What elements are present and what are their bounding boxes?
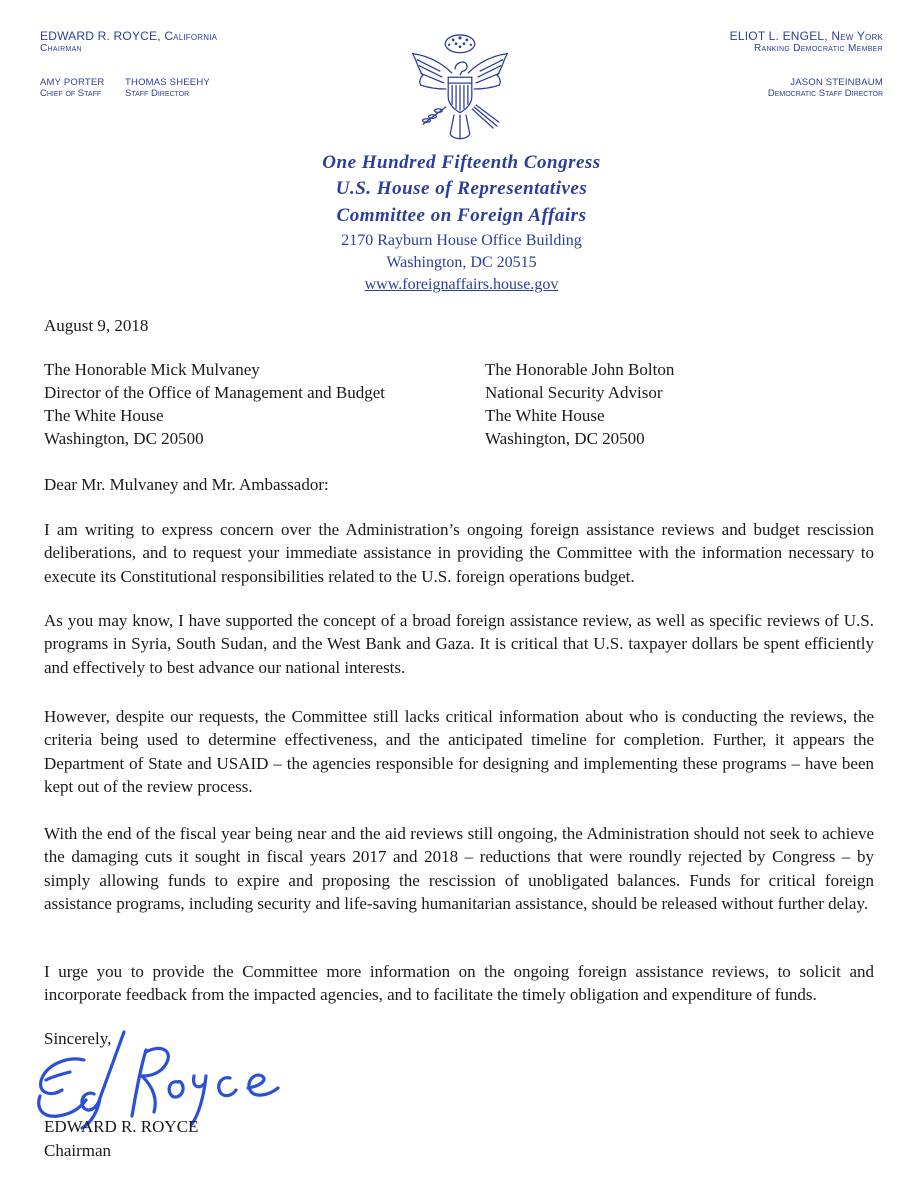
recipient-name: The Honorable Mick Mulvaney bbox=[44, 360, 260, 379]
recipient-mulvaney bbox=[44, 358, 385, 450]
house-line: U.S. House of Representatives bbox=[335, 178, 588, 199]
recipient-title: National Security Advisor bbox=[485, 383, 663, 402]
staff-chief-of-staff bbox=[40, 77, 104, 99]
staff-role: Staff Director bbox=[125, 88, 190, 99]
website-link[interactable]: www.foreignaffairs.house.gov bbox=[364, 276, 559, 293]
recipient-bolton bbox=[485, 358, 674, 450]
recipient-city: Washington, DC 20500 bbox=[485, 429, 645, 448]
chairman-role: Chairman bbox=[40, 43, 82, 54]
staff-director bbox=[125, 77, 210, 99]
eagle-seal-icon bbox=[401, 32, 519, 150]
recipient-title: Director of the Office of Management and Budget bbox=[44, 383, 385, 402]
body-paragraph: As you may know, I have supported the concept of a broad foreign assistance review, as well as specific reviews of U.S. programs in Syria, South Sudan, and the West Bank and Gaza. It is critical that U.S. taxpayer dollars be spent efficiently and effectively to best advance our national interests. bbox=[44, 611, 874, 677]
address-city: Washington, DC 20515 bbox=[386, 254, 537, 271]
staff-role: Democratic Staff Director bbox=[767, 88, 883, 99]
letter-date: August 9, 2018 bbox=[44, 316, 149, 335]
chairman-block bbox=[40, 29, 217, 54]
recipient-org: The White House bbox=[485, 406, 605, 425]
congress-line: One Hundred Fifteenth Congress bbox=[322, 152, 601, 173]
recipient-org: The White House bbox=[44, 406, 164, 425]
salutation: Dear Mr. Mulvaney and Mr. Ambassador: bbox=[44, 475, 329, 494]
body-paragraph: With the end of the fiscal year being near and the aid reviews still ongoing, the Administration should not seek to achieve the damaging cuts it sought in fiscal years 2017 and 2018 – reductions that were roundly rejected by Congress – by simply allowing funds to expire and proposing the rescission of unobligated balances. Funds for critical foreign assistance programs, including security and life-saving humanitarian assistance, should be released without further delay. bbox=[44, 824, 874, 913]
address-building: 2170 Rayburn House Office Building bbox=[341, 232, 582, 249]
signer-title: Chairman bbox=[44, 1141, 112, 1160]
staff-name: THOMAS SHEEHY bbox=[125, 77, 210, 88]
chairman-name: EDWARD R. ROYCE, California bbox=[40, 29, 218, 43]
staff-name: JASON STEINBAUM bbox=[790, 77, 883, 88]
recipient-name: The Honorable John Bolton bbox=[485, 360, 675, 379]
staff-role: Chief of Staff bbox=[40, 88, 102, 99]
body-paragraph: I urge you to provide the Committee more information on the ongoing foreign assistance reviews, to solicit and incorporate feedback from the impacted agencies, and to facilitate the timely obligation and expenditure of funds. bbox=[44, 962, 874, 1005]
staff-name: AMY PORTER bbox=[40, 77, 105, 88]
staff-democratic-director bbox=[768, 77, 883, 99]
body-paragraph: However, despite our requests, the Committee still lacks critical information about who is conducting the reviews, the criteria being used to determine effectiveness, and the anticipated timeline for completion. Further, it appears the Department of State and USAID – the agencies responsible for designing and implementing these programs – have been kept out of the review process. bbox=[44, 707, 874, 796]
body-paragraph: I am writing to express concern over the Administration’s ongoing foreign assistance reviews and budget rescission deliberations, and to request your immediate assistance in providing the Committee with the information necessary to execute its Constitutional responsibilities related to the U.S. foreign operations budget. bbox=[44, 520, 874, 586]
recipient-city: Washington, DC 20500 bbox=[44, 429, 204, 448]
ranking-member-name: ELIOT L. ENGEL, New York bbox=[729, 29, 883, 43]
ranking-member-block bbox=[730, 29, 883, 54]
signer-name: EDWARD R. ROYCE bbox=[44, 1117, 199, 1136]
committee-line: Committee on Foreign Affairs bbox=[336, 205, 587, 226]
closing: Sincerely, bbox=[44, 1029, 112, 1048]
ranking-member-role: Ranking Democratic Member bbox=[753, 43, 883, 54]
